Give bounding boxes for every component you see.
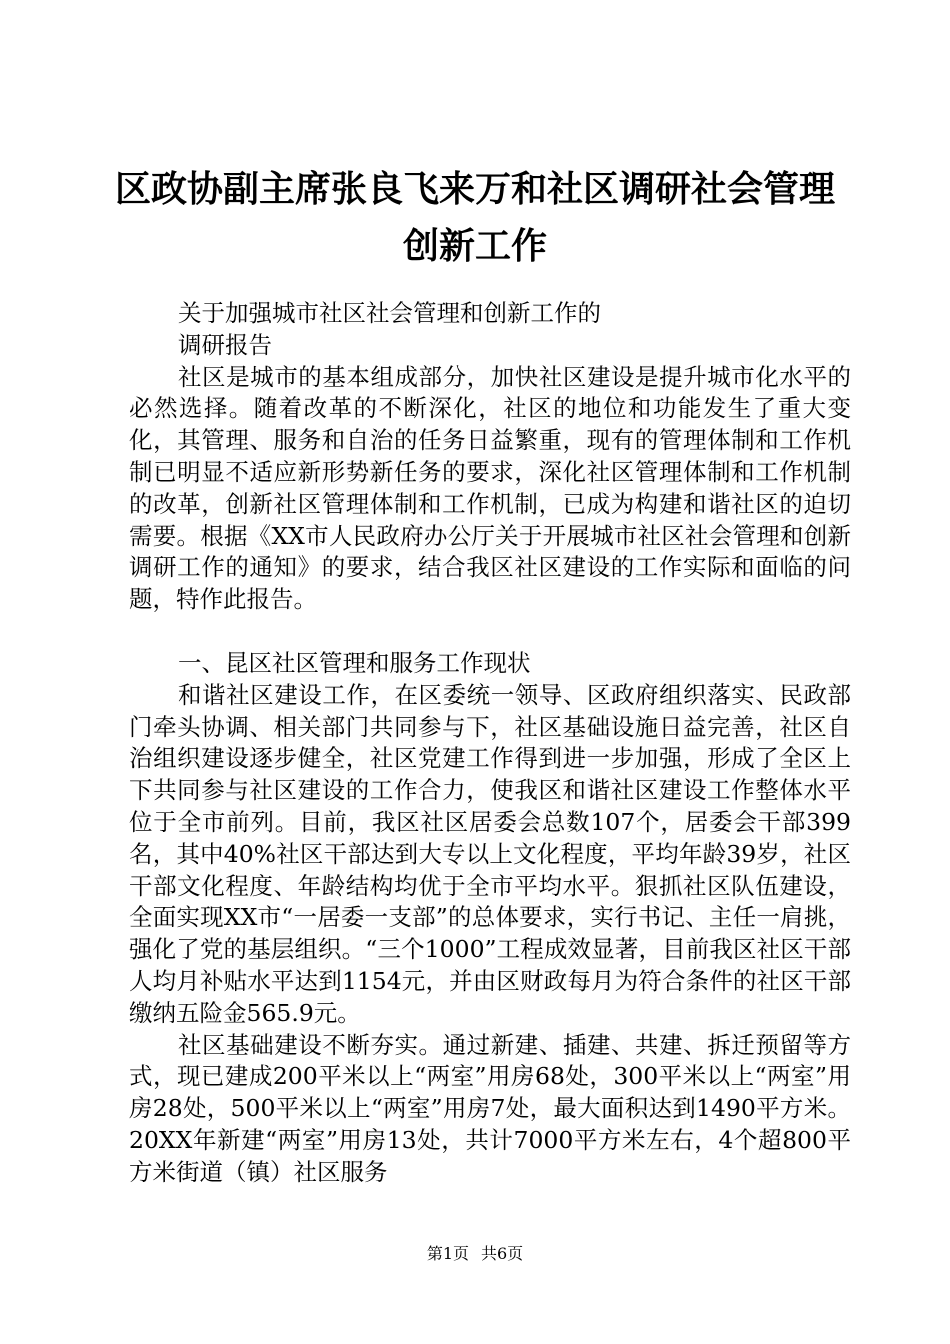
subtitle-line-2: 调研报告 — [178, 330, 272, 359]
document-body — [129, 298, 851, 1189]
document-title-line-2: 创新工作 — [402, 226, 547, 267]
page-number-current: 第1页 — [426, 1244, 469, 1263]
paragraph-intro: 社区是城市的基本组成部分，加快社区建设是提升城市化水平的必然选择。随着改革的不断深化，社区的地位和功能发生了重大变化，其管理、服务和自治的任务日益繁重，现有的管理体制和工作机制已明显不适应新形势新任务的要求，深化社区管理体制和工作机制的改革，创新社区管理体制和工作机制，已成为构建和谐社区的迫切需要。根据《XX市人民政府办公厅关于开展城市社区社会管理和创新调研工作的通知》的要求，结合我区社区建设的工作实际和面临的问题，特作此报告。 — [129, 362, 851, 614]
paragraph-infrastructure: 社区基础建设不断夯实。通过新建、插建、共建、拆迁预留等方式，现已建成200平米以上“两室”用房68处，300平米以上“两室”用房28处，500平米以上“两室”用房7处，最大面积达到1490平方米。20XX年新建“两室”用房13处，共计7000平方米左右，4个超800平方米街道（镇）社区服务 — [129, 1030, 851, 1186]
subtitle-line-1: 关于加强城市社区社会管理和创新工作的 — [178, 299, 601, 327]
page-number-total: 共6页 — [481, 1244, 524, 1263]
page-footer — [0, 1244, 950, 1264]
paragraph-status: 和谐社区建设工作，在区委统一领导、区政府组织落实、民政部门牵头协调、相关部门共同参与下，社区基础设施日益完善，社区自治组织建设逐步健全，社区党建工作得到进一步加强，形成了全区上下共同参与社区建设的工作合力，使我区和谐社区建设工作整体水平位于全市前列。目前，我区社区居委会总数107个，居委会干部399名，其中40%社区干部达到大专以上文化程度，平均年龄39岁，社区干部文化程度、年龄结构均优于全市平均水平。狠抓社区队伍建设，全面实现XX市“一居委一支部”的总体要求，实行书记、主任一肩挑，强化了党的基层组织。“三个1000”工程成效显著，目前我区社区干部人均月补贴水平达到1154元，并由区财政每月为符合条件的社区干部缴纳五险金565.9元。 — [129, 680, 851, 1027]
document-title-line-1: 区政协副主席张良飞来万和社区调研社会管理 — [114, 169, 835, 210]
section-heading: 一、昆区社区管理和服务工作现状 — [178, 648, 531, 677]
paragraph-spacer — [129, 616, 851, 648]
